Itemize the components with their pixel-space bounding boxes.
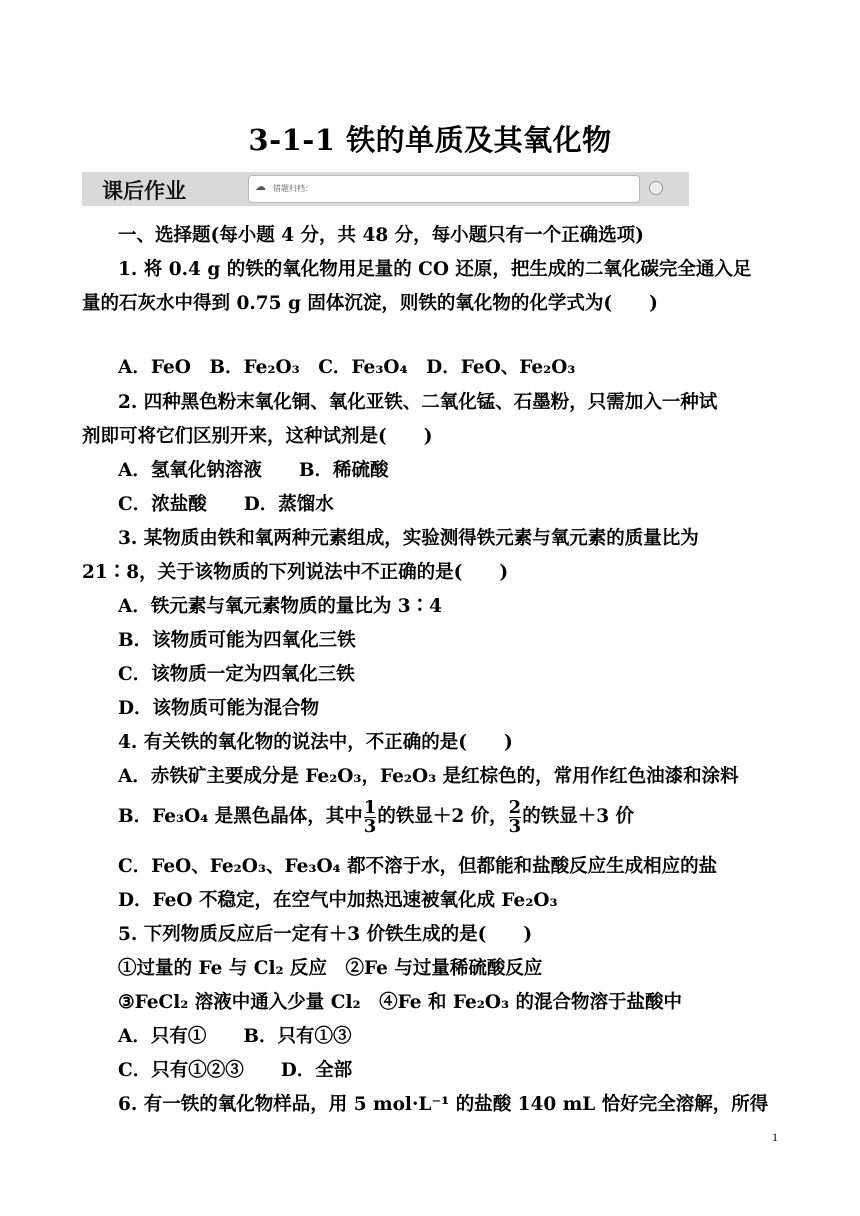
q4-line1: 4. 有关铁的氧化物的说法中，不正确的是( ) bbox=[118, 732, 513, 753]
banner-end-icon bbox=[649, 181, 663, 195]
q4-option-a: A．赤铁矿主要成分是 Fe₂O₃，Fe₂O₃ 是红棕色的，常用作红色油漆和涂料 bbox=[118, 766, 739, 787]
error-archive-hint: 错题归档： bbox=[273, 184, 313, 193]
q1-options: A．FeO B．Fe₂O₃ C．Fe₃O₄ D．FeO、Fe₂O₃ bbox=[118, 357, 576, 378]
fraction-one-third bbox=[363, 796, 377, 837]
q4-option-c: C．FeO、Fe₂O₃、Fe₃O₄ 都不溶于水，但都能和盐酸反应生成相应的盐 bbox=[118, 856, 718, 877]
section-heading: 一、选择题(每小题 4 分，共 48 分，每小题只有一个正确选项) bbox=[118, 225, 644, 246]
q3-option-b: B．该物质可能为四氧化三铁 bbox=[118, 630, 356, 651]
q1-line1: 1. 将 0.4 g 的铁的氧化物用足量的 CO 还原，把生成的二氧化碳完全通入足 bbox=[118, 259, 752, 280]
frac1-den: 3 bbox=[363, 815, 377, 837]
q4-b-suffix: 的铁显＋3 价 bbox=[522, 806, 635, 827]
banner-label: 课后作业 bbox=[102, 179, 186, 203]
q4-option-b bbox=[118, 797, 818, 837]
q2-options-2: C．浓盐酸 D．蒸馏水 bbox=[118, 494, 334, 515]
q4-b-middle: 的铁显＋2 价， bbox=[377, 806, 508, 827]
fraction-two-thirds bbox=[508, 796, 522, 837]
q4-option-d: D．FeO 不稳定，在空气中加热迅速被氧化成 Fe₂O₃ bbox=[118, 890, 558, 911]
q3-option-a: A．铁元素与氧元素物质的量比为 3∶4 bbox=[118, 596, 443, 617]
homework-banner bbox=[82, 172, 689, 206]
q5-statements-1: ①过量的 Fe 与 Cl₂ 反应 ②Fe 与过量稀硫酸反应 bbox=[118, 958, 543, 979]
q2-line2: 剂即可将它们区别开来，这种试剂是( ) bbox=[82, 426, 433, 447]
q3-option-d: D．该物质可能为混合物 bbox=[118, 698, 320, 719]
q3-option-c: C．该物质一定为四氧化三铁 bbox=[118, 664, 355, 685]
frac1-num: 1 bbox=[363, 796, 377, 818]
q4-b-prefix: B．Fe₃O₄ 是黑色晶体，其中 bbox=[118, 806, 363, 827]
error-archive-field[interactable] bbox=[248, 175, 640, 203]
q2-line1: 2. 四种黑色粉末氧化铜、氧化亚铁、二氧化锰、石墨粉，只需加入一种试 bbox=[118, 392, 718, 413]
page-number: 1 bbox=[772, 1130, 778, 1144]
cloud-icon: ☁ bbox=[255, 180, 266, 193]
q6-line1: 6. 有一铁的氧化物样品，用 5 mol·L⁻¹ 的盐酸 140 mL 恰好完全溶解，所得 bbox=[118, 1094, 769, 1115]
q5-statements-2: ③FeCl₂ 溶液中通入少量 Cl₂ ④Fe 和 Fe₂O₃ 的混合物溶于盐酸中 bbox=[118, 992, 682, 1013]
q5-options-1: A．只有① B．只有①③ bbox=[118, 1026, 352, 1047]
q1-line2: 量的石灰水中得到 0.75 g 固体沉淀，则铁的氧化物的化学式为( ) bbox=[82, 293, 658, 314]
frac2-den: 3 bbox=[508, 815, 522, 837]
q2-options-1: A．氢氧化钠溶液 B．稀硫酸 bbox=[118, 460, 389, 481]
frac2-num: 2 bbox=[508, 796, 522, 818]
q3-line2: 21∶8，关于该物质的下列说法中不正确的是( ) bbox=[82, 562, 509, 583]
q3-line1: 3. 某物质由铁和氧两种元素组成，实验测得铁元素与氧元素的质量比为 bbox=[118, 528, 699, 549]
page-title: 3-1-1 铁的单质及其氧化物 bbox=[248, 123, 612, 157]
q5-line1: 5. 下列物质反应后一定有＋3 价铁生成的是( ) bbox=[118, 924, 533, 945]
q5-options-2: C．只有①②③ D．全部 bbox=[118, 1060, 353, 1081]
